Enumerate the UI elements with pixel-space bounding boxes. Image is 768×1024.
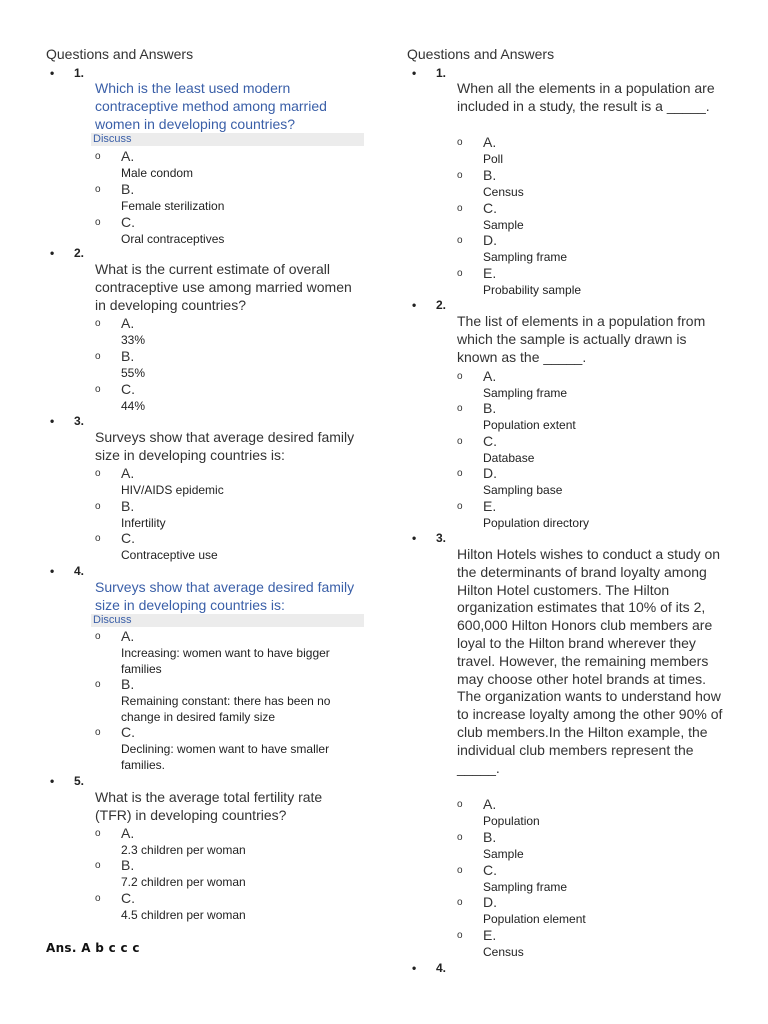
left-q3-text: Surveys show that average desired family size in developing countries is:: [95, 429, 355, 463]
bullet-icon: •: [50, 774, 55, 788]
left-q5-text: What is the average total fertility rate (TFR) in developing countries?: [95, 789, 323, 823]
circle-bullet-icon: o: [457, 403, 463, 414]
circle-bullet-icon: o: [457, 137, 463, 148]
circle-bullet-icon: o: [457, 268, 463, 279]
circle-bullet-icon: o: [95, 217, 101, 228]
bullet-icon: •: [50, 246, 55, 260]
bullet-icon: •: [412, 298, 417, 312]
circle-bullet-icon: o: [457, 897, 463, 908]
bullet-icon: •: [50, 66, 55, 80]
circle-bullet-icon: o: [457, 436, 463, 447]
circle-bullet-icon: o: [457, 799, 463, 810]
right-q1-text: When all the elements in a population are included in a study, the result is a _____.: [457, 80, 715, 114]
left-heading: Questions and Answers: [46, 46, 194, 62]
circle-bullet-icon: o: [95, 727, 101, 738]
right-heading: Questions and Answers: [407, 46, 555, 62]
circle-bullet-icon: o: [457, 832, 463, 843]
right-q3-text: Hilton Hotels wishes to conduct a study on the determinants of brand loyalty among Hilton Hotel customers. The Hilton organization estimates that 10% of its 2, 600,000 Hilton Honors club members are loyal to the Hilton brand wherever they travel. However, the remaining members may choose other hotel brands at times. The organization wants to understand how to increase loyalty among the other 90% of club members.In the Hilton example, the individual club members represent the _____.: [457, 546, 723, 776]
left-q2-text: What is the current estimate of overall contraceptive use among married women in developing countries?: [95, 261, 352, 313]
circle-bullet-icon: o: [457, 468, 463, 479]
bullet-icon: •: [412, 66, 417, 80]
left-q4-text[interactable]: Surveys show that average desired family size in developing countries is:: [95, 579, 355, 613]
bullet-icon: •: [50, 564, 55, 578]
circle-bullet-icon: o: [457, 865, 463, 876]
circle-bullet-icon: o: [95, 318, 101, 329]
answer-key: Ans. A b c c c: [46, 941, 140, 955]
circle-bullet-icon: o: [457, 371, 463, 382]
left-q4-discuss-link[interactable]: Discuss: [91, 614, 364, 627]
bullet-icon: •: [412, 961, 417, 975]
circle-bullet-icon: o: [457, 930, 463, 941]
circle-bullet-icon: o: [457, 170, 463, 181]
left-q1-text[interactable]: Which is the least used modern contraceptive method among married women in developing countries?: [95, 80, 327, 132]
circle-bullet-icon: o: [95, 679, 101, 690]
bullet-icon: •: [50, 414, 55, 428]
circle-bullet-icon: o: [95, 468, 101, 479]
circle-bullet-icon: o: [457, 501, 463, 512]
circle-bullet-icon: o: [95, 351, 101, 362]
circle-bullet-icon: o: [95, 533, 101, 544]
circle-bullet-icon: o: [457, 203, 463, 214]
circle-bullet-icon: o: [95, 893, 101, 904]
bullet-icon: •: [412, 531, 417, 545]
circle-bullet-icon: o: [95, 631, 101, 642]
left-q1-discuss-link[interactable]: Discuss: [91, 133, 364, 146]
circle-bullet-icon: o: [95, 151, 101, 162]
circle-bullet-icon: o: [95, 860, 101, 871]
circle-bullet-icon: o: [95, 384, 101, 395]
right-q2-text: The list of elements in a population from which the sample is actually drawn is known as the _____.: [457, 313, 706, 365]
circle-bullet-icon: o: [95, 828, 101, 839]
circle-bullet-icon: o: [457, 235, 463, 246]
circle-bullet-icon: o: [95, 184, 101, 195]
circle-bullet-icon: o: [95, 501, 101, 512]
